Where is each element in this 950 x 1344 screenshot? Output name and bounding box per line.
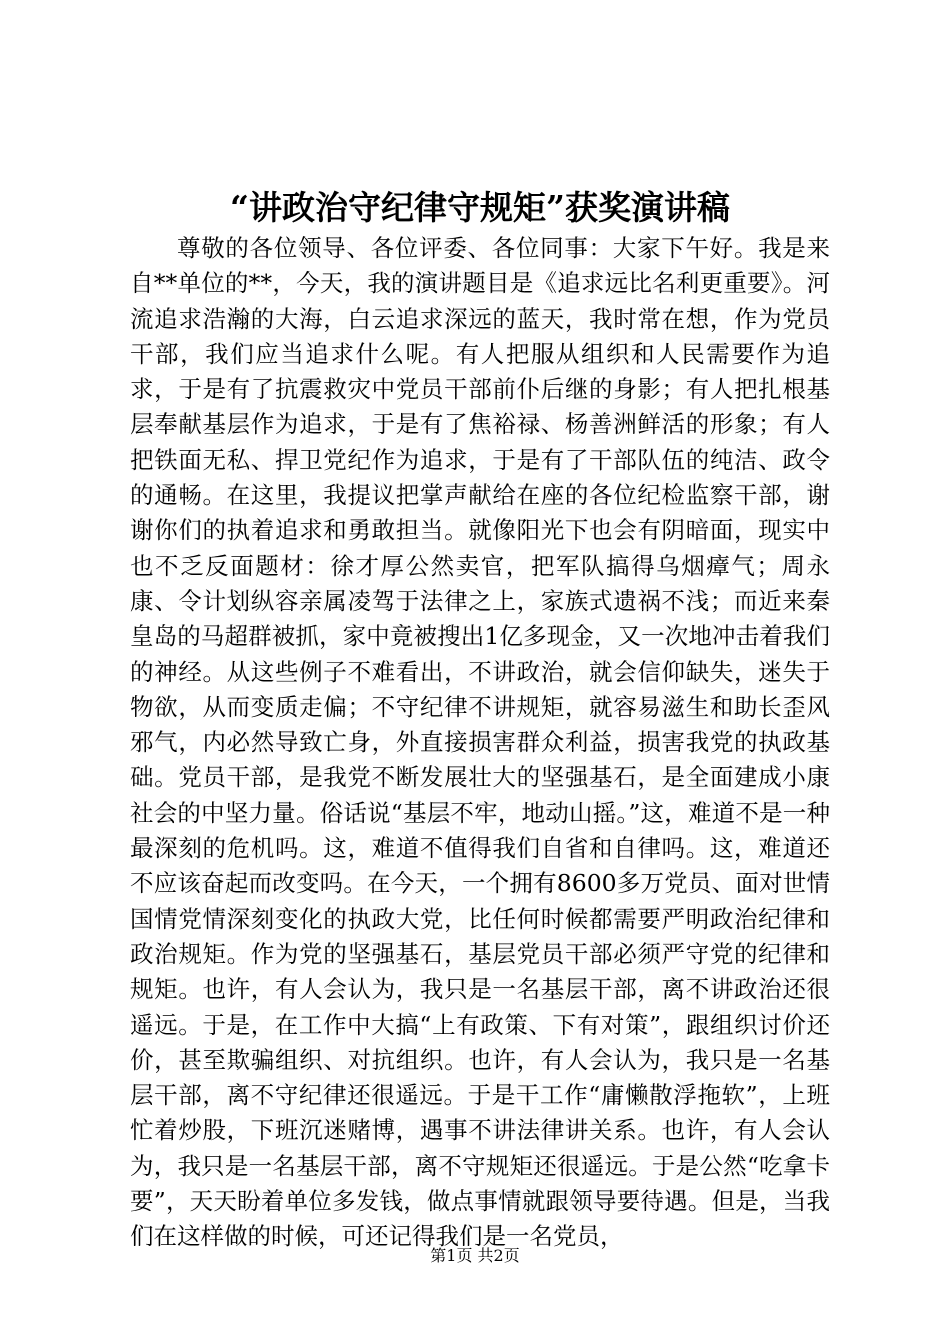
page-footer: 第1页 共2页	[430, 1246, 520, 1265]
speech-body-paragraph: 尊敬的各位领导、各位评委、各位同事：大家下午好。我是来自**单位的**，今天，我的演讲题目是《追求远比名利更重要》。河流追求浩瀚的大海，白云追求深远的蓝天，我时常在想，作为党员干部，我们应当追求什么呢。有人把服从组织和人民需要作为追求，于是有了抗震救灾中党员干部前仆后继的身影；有人把扎根基层奉献基层作为追求，于是有了焦裕禄、杨善洲鲜活的形象；有人把铁面无私、捍卫党纪作为追求，于是有了干部队伍的纯洁、政令的通畅。在这里，我提议把掌声献给在座的各位纪检监察干部，谢谢你们的执着追求和勇敢担当。就像阳光下也会有阴暗面，现实中也不乏反面题材：徐才厚公然卖官，把军队搞得乌烟瘴气；周永康、令计划纵容亲属凌驾于法律之上，家族式遗祸不浅；而近来秦皇岛的马超群被抓，家中竟被搜出1亿多现金，又一次地冲击着我们的神经。从这些例子不难看出，不讲政治，就会信仰缺失，迷失于物欲，从而变质走偏；不守纪律不讲规矩，就容易滋生和助长歪风邪气，内必然导致亡身，外直接损害群众利益，损害我党的执政基础。党员干部，是我党不断发展壮大的坚强基石，是全面建成小康社会的中坚力量。俗话说“基层不牢，地动山摇。”这，难道不是一种最深刻的危机吗。这，难道不值得我们自省和自律吗。这，难道还不应该奋起而改变吗。在今天，一个拥有8600多万党员、面对世情国情党情深刻变化的执政大党，比任何时候都需要严明政治纪律和政治规矩。作为党的坚强基石，基层党员干部必须严守党的纪律和规矩。也许，有人会认为，我只是一名基层干部，离不讲政治还很遥远。于是，在工作中大搞“上有政策、下有对策”，跟组织讨价还价，甚至欺骗组织、对抗组织。也许，有人会认为，我只是一名基层干部，离不守纪律还很遥远。于是干工作“庸懒散浮拖软”，上班忙着炒股，下班沉迷赌博，遇事不讲法律讲关系。也许，有人会认为，我只是一名基层干部，离不守规矩还很遥远。于是公然“吃拿卡要”，天天盼着单位多发钱，做点事情就跟领导要待遇。但是，当我们在这样做的时候，可还记得我们是一名党员，	[130, 234, 830, 1251]
document-title: “讲政治守纪律守规矩”获奖演讲稿	[230, 188, 730, 227]
